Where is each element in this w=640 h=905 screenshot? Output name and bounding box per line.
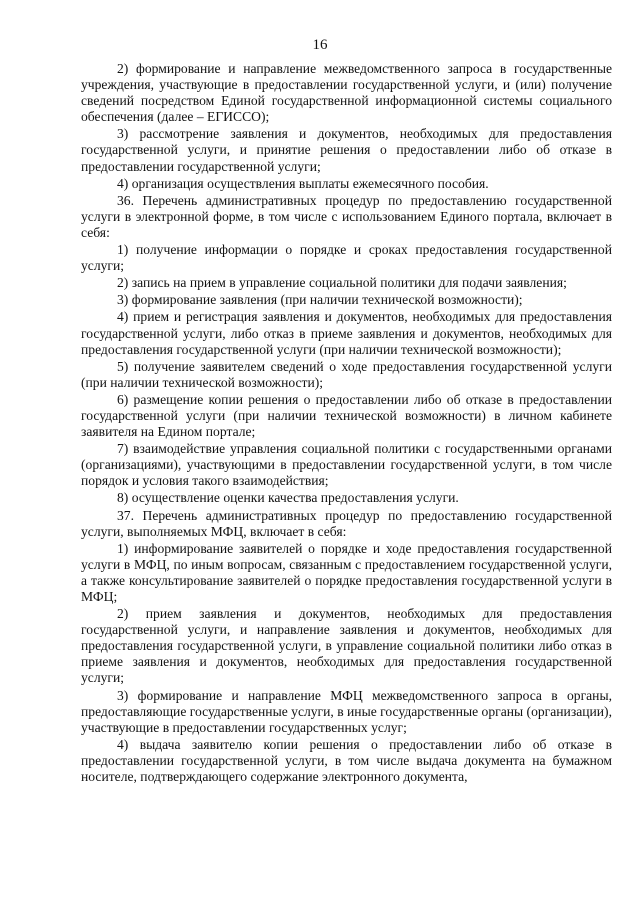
paragraph: 1) информирование заявителей о порядке и ходе предоставления государственной услуги в МФЦ, по иным вопросам, связанным с предоставлением государственной услуги, а также консультирование заявителей о порядке предоставления государственной услуги в МФЦ;	[81, 540, 612, 604]
paragraph: 3) формирование и направление МФЦ межведомственного запроса в органы, предоставляющие государственные услуги, в иные государственные органы (организации), участвующие в предоставлении государственных услуг;	[81, 687, 612, 735]
paragraph: 2) запись на прием в управление социальной политики для подачи заявления;	[117, 275, 567, 291]
paragraph: 1) получение информации о порядке и сроках предоставления государственной услуги;	[81, 242, 612, 274]
paragraph: 5) получение заявителем сведений о ходе предоставления государственной услуги (при наличии технической возможности);	[81, 358, 612, 390]
paragraph: 4) организация осуществления выплаты ежемесячного пособия.	[117, 175, 489, 191]
paragraph: 4) прием и регистрация заявления и документов, необходимых для предоставления государственной услуги, либо отказ в приеме заявления и документов, необходимых для предоставления государственной услуги (при наличии технической возможности);	[81, 309, 612, 357]
paragraph: 8) осуществление оценки качества предоставления услуги.	[117, 490, 459, 506]
page-number: 16	[312, 37, 328, 53]
paragraph: 2) формирование и направление межведомственного запроса в государственные учреждения, участвующие в предоставлении государственной услуги, и (или) получение сведений посредством Единой государственной информационной системы социального обеспечения (далее – ЕГИССО);	[81, 61, 612, 125]
paragraph: 6) размещение копии решения о предоставлении либо об отказе в предоставлении государственной услуги (при наличии технической возможности) в личном кабинете заявителя на Едином портале;	[81, 391, 612, 440]
paragraph: 37. Перечень административных процедур по предоставлению государственной услуги, выполняемых МФЦ, включает в себя:	[81, 507, 612, 539]
paragraph: 36. Перечень административных процедур по предоставлению государственной услуги в электронной форме, в том числе с использованием Единого портала, включает в себя:	[81, 192, 612, 240]
paragraph: 4) выдача заявителю копии решения о предоставлении либо об отказе в предоставлении государственной услуги, в том числе выдача документа на бумажном носителе, подтверждающего содержание электронного документа,	[81, 736, 612, 785]
paragraph: 3) рассмотрение заявления и документов, необходимых для предоставления государственной услуги, и принятие решения о предоставлении либо об отказе в предоставлении государственной услуги;	[81, 126, 612, 174]
document-body	[81, 61, 612, 786]
paragraph: 3) формирование заявления (при наличии технической возможности);	[117, 292, 523, 308]
paragraph: 7) взаимодействие управления социальной политики с государственными органами (организациями), участвующими в предоставлении государственной услуги, в том числе порядок и условия такого взаимодействия;	[81, 441, 612, 489]
paragraph: 2) прием заявления и документов, необходимых для предоставления государственной услуги, и направление заявления и документов, необходимых для предоставления государственной услуги, в управление социальной политики либо отказ в приеме заявления и документов, необходимых для предоставления государственной услуги;	[81, 606, 612, 686]
